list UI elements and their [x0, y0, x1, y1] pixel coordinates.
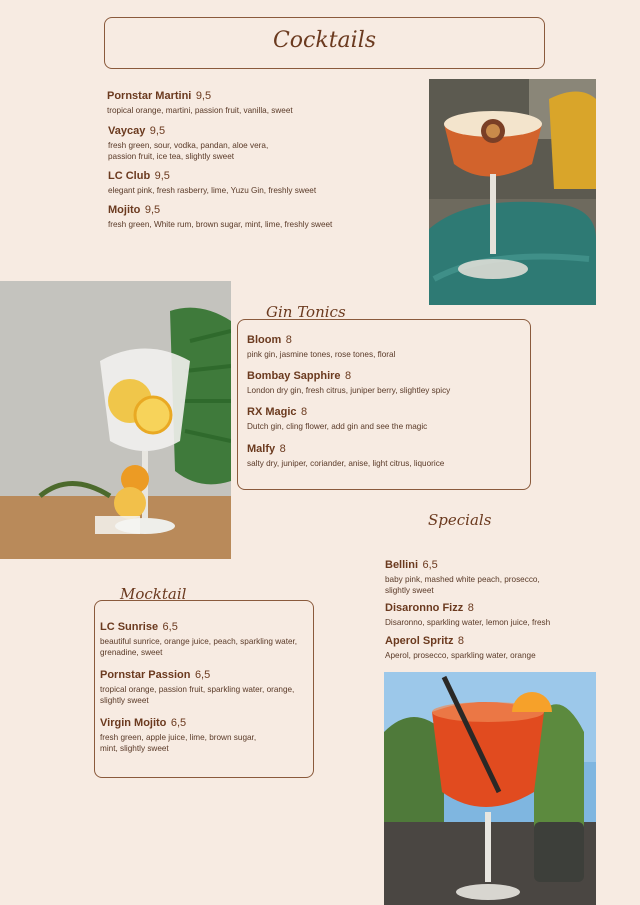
item-price: 8	[300, 406, 308, 418]
item-description: Dutch gin, cling flower, add gin and see the magic	[247, 422, 428, 431]
menu-item-lc-club	[108, 166, 408, 197]
gin-tonic-photo	[0, 281, 231, 559]
menu-item-vaycay	[108, 121, 408, 162]
menu-item-aperol-spritz	[385, 631, 635, 662]
item-name: Disaronno Fizz	[385, 602, 464, 614]
item-price: 8	[279, 443, 286, 455]
item-price: 8	[285, 334, 292, 346]
item-description: Disaronno, sparkling water, lemon juice, fresh	[385, 618, 551, 627]
pornstar-martini-photo	[429, 79, 596, 305]
item-name: LC Club	[108, 170, 151, 182]
item-price: 6,5	[194, 669, 211, 681]
menu-item-rx-magic	[247, 402, 527, 433]
item-price: 6,5	[162, 621, 178, 633]
menu-item-disaronno-fizz	[385, 598, 635, 629]
menu-item-bloom	[247, 330, 527, 361]
title-frame	[104, 17, 545, 69]
item-price: 9,5	[195, 90, 212, 102]
item-name: Vaycay	[108, 125, 146, 137]
item-description: fresh green, White rum, brown sugar, mint, lime, freshly sweet	[108, 220, 333, 229]
item-description: London dry gin, fresh citrus, juniper berry, slightley spicy	[247, 386, 451, 395]
menu-item-pornstar-martini	[107, 86, 407, 117]
item-name: Bellini	[385, 559, 419, 571]
item-price: 9,5	[154, 170, 170, 182]
item-name: RX Magic	[247, 406, 297, 418]
item-price: 8	[344, 370, 352, 382]
item-name: Malfy	[247, 443, 276, 455]
item-price: 9,5	[144, 204, 161, 216]
page-title: Cocktails	[272, 28, 377, 53]
item-description: Aperol, prosecco, sparkling water, orange	[385, 651, 536, 660]
item-name: Mojito	[108, 204, 141, 216]
item-name: Virgin Mojito	[100, 717, 167, 729]
menu-item-virgin-mojito	[100, 713, 312, 754]
item-name: Bombay Sapphire	[247, 370, 341, 382]
item-name: Pornstar Martini	[107, 90, 192, 102]
gin-tonics-heading: Gin Tonics	[266, 303, 346, 321]
menu-item-mojito	[108, 200, 408, 231]
item-description: baby pink, mashed white peach, prosecco, slightly sweet	[385, 575, 540, 595]
item-price: 8	[467, 602, 474, 614]
item-description: tropical orange, passion fruit, sparkling water, orange, slightly sweet	[100, 685, 295, 705]
item-description: tropical orange, martini, passion fruit, vanilla, sweet	[107, 106, 293, 115]
item-name: Bloom	[247, 334, 282, 346]
item-name: LC Sunrise	[100, 621, 159, 633]
menu-item-lc-sunrise	[100, 617, 312, 658]
item-price: 8	[457, 635, 465, 647]
menu-item-bombay-sapphire	[247, 366, 527, 397]
item-description: fresh green, sour, vodka, pandan, aloe vera, passion fruit, ice tea, slightly sweet	[108, 141, 269, 161]
item-description: beautiful sunrice, orange juice, peach, sparkling water, grenadine, sweet	[100, 637, 298, 657]
item-description: elegant pink, fresh rasberry, lime, Yuzu Gin, freshly sweet	[108, 186, 317, 195]
menu-item-bellini	[385, 555, 625, 596]
item-name: Aperol Spritz	[385, 635, 454, 647]
item-description: salty dry, juniper, coriander, anise, light citrus, liquorice	[247, 459, 445, 468]
specials-heading: Specials	[428, 511, 492, 529]
item-description: pink gin, jasmine tones, rose tones, floral	[247, 350, 396, 359]
item-name: Pornstar Passion	[100, 669, 191, 681]
aperol-spritz-photo	[384, 672, 596, 905]
item-description: fresh green, apple juice, lime, brown sugar, mint, slightly sweet	[100, 733, 257, 753]
item-price: 6,5	[422, 559, 438, 571]
item-price: 6,5	[170, 717, 187, 729]
item-price: 9,5	[149, 125, 166, 137]
menu-item-pornstar-passion	[100, 665, 312, 706]
menu-item-malfy	[247, 439, 527, 470]
mocktail-heading: Mocktail	[120, 585, 187, 603]
